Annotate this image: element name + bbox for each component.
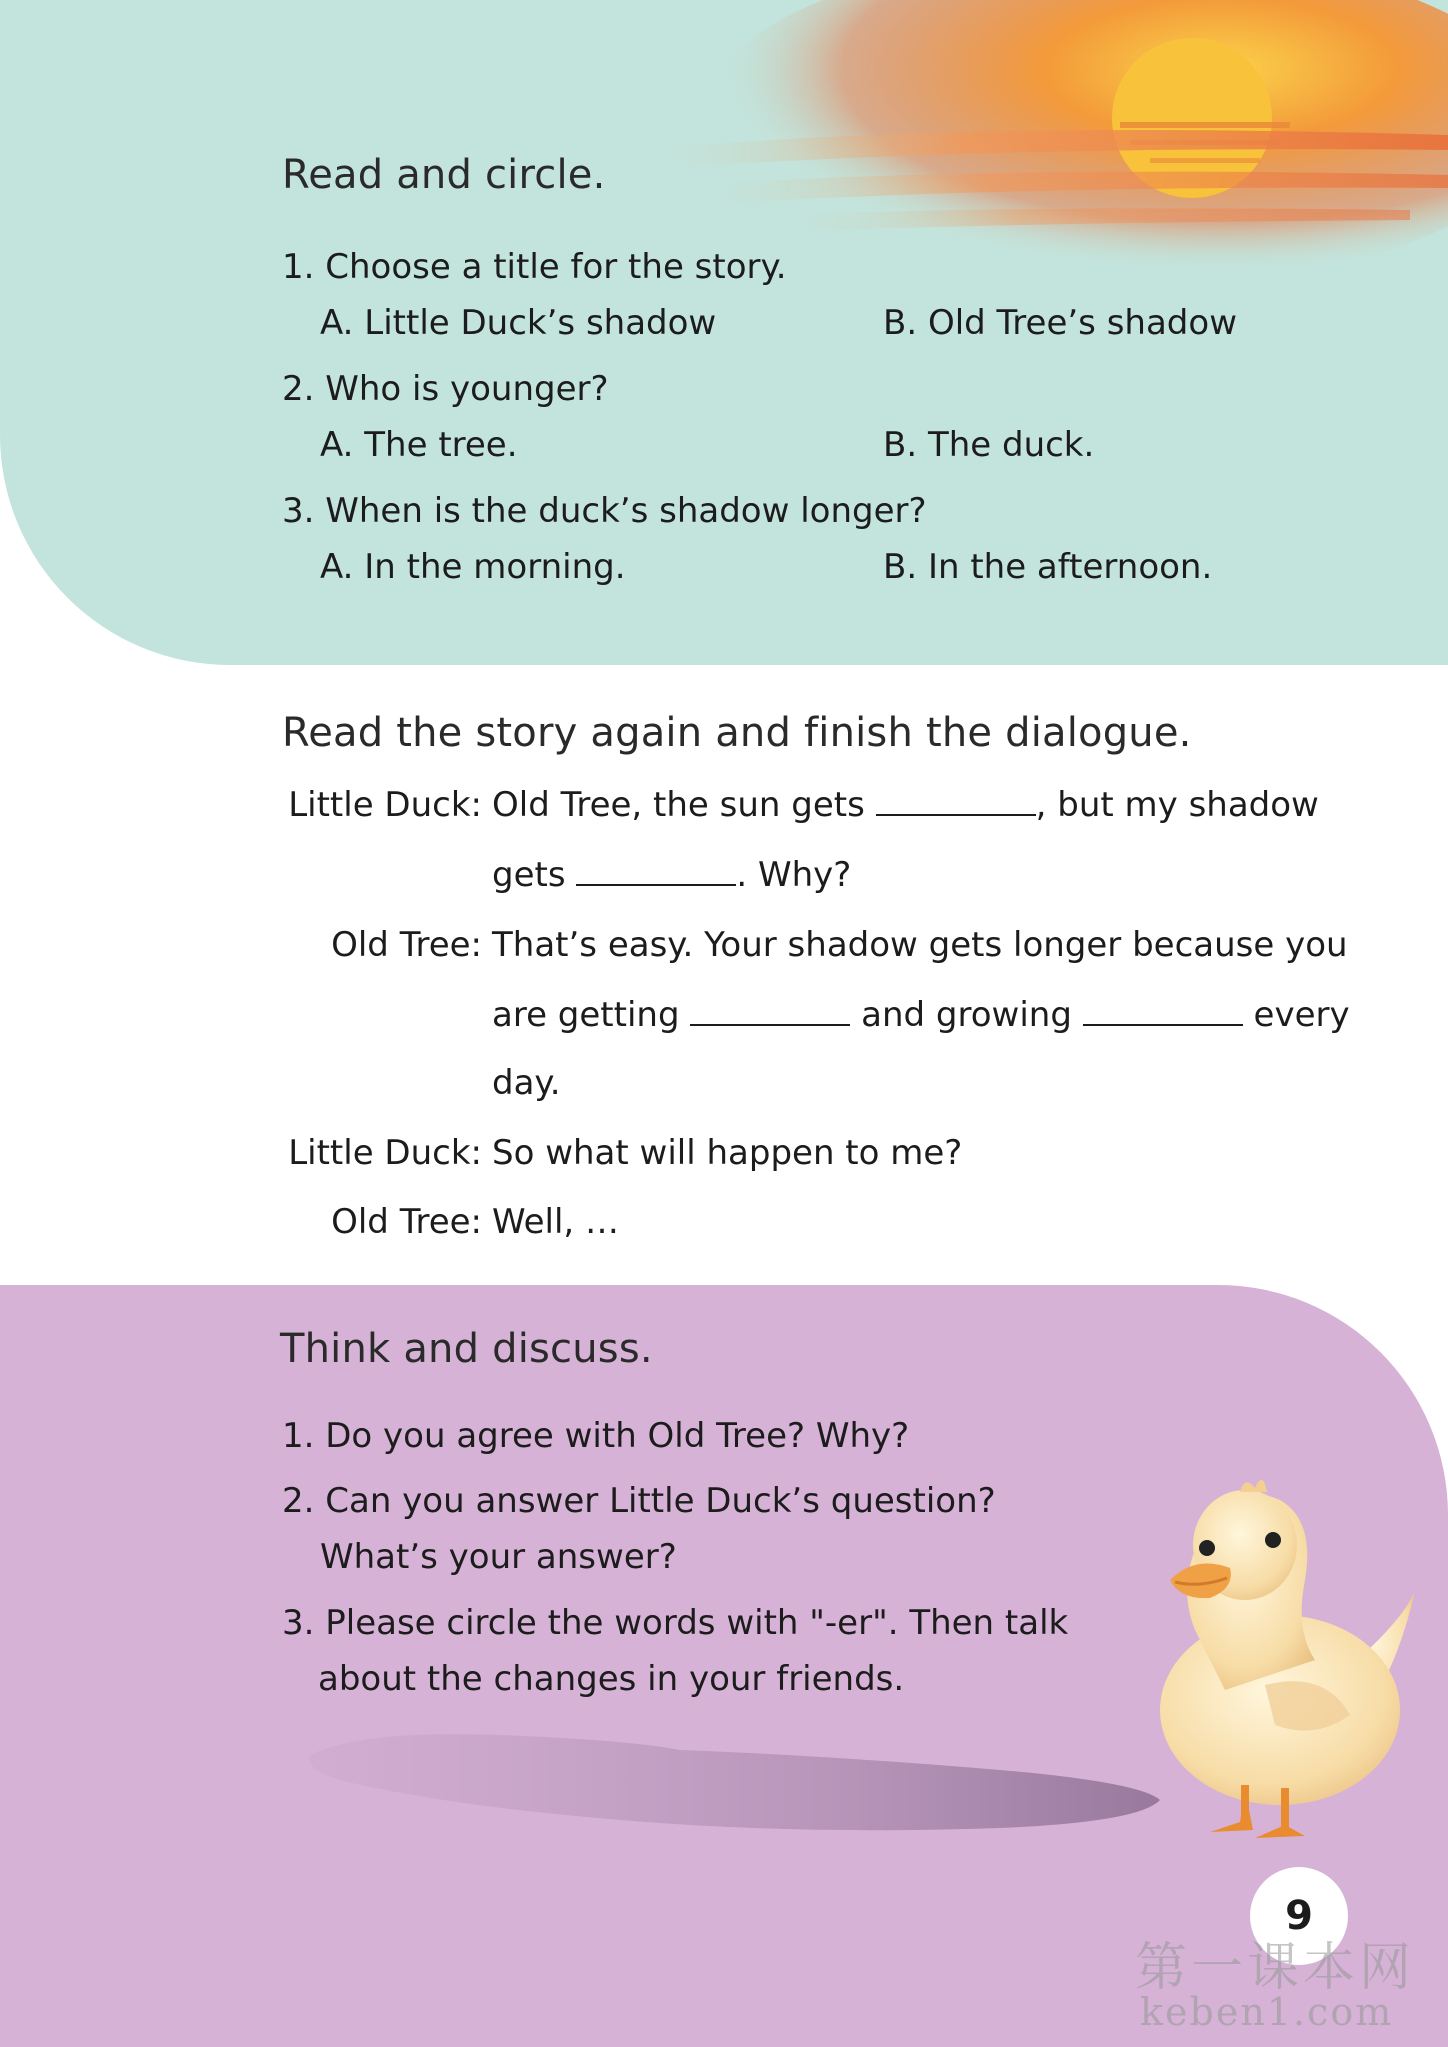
question-3: 3. When is the duck’s shadow longer? xyxy=(282,491,927,531)
question-2: 2. Who is younger? xyxy=(282,369,609,409)
dialogue-text: gets xyxy=(492,855,577,895)
duck-illustration xyxy=(1115,1470,1425,1840)
option-1a[interactable]: A. Little Duck’s shadow xyxy=(320,303,717,343)
answer-blank[interactable] xyxy=(1083,998,1243,1026)
dialogue-text: and growing xyxy=(850,995,1083,1035)
discuss-item-2-cont: What’s your answer? xyxy=(320,1537,677,1577)
dialogue-text: , but my shadow xyxy=(1035,785,1319,825)
option-2a[interactable]: A. The tree. xyxy=(320,425,518,465)
dialogue-line-6: So what will happen to me? xyxy=(492,1133,963,1173)
option-3b[interactable]: B. In the afternoon. xyxy=(883,547,1213,587)
dialogue-line-5: day. xyxy=(492,1063,561,1103)
option-2b[interactable]: B. The duck. xyxy=(883,425,1095,465)
watermark-text: 第一课本网 xyxy=(1135,1938,1416,1998)
speaker-old-tree: Old Tree: xyxy=(331,1202,482,1242)
watermark-url: keben1.com xyxy=(1140,1990,1394,2034)
dialogue-text: . Why? xyxy=(736,855,852,895)
discuss-item-3: 3. Please circle the words with "-er". Then talk xyxy=(282,1603,1069,1643)
dialogue-line-4 xyxy=(492,995,1350,1035)
section-heading-read-and-circle: Read and circle. xyxy=(282,152,606,198)
dialogue-line-7: Well, … xyxy=(492,1202,620,1242)
page-number: 9 xyxy=(1250,1867,1348,1965)
speaker-little-duck: Little Duck: xyxy=(288,1133,482,1173)
dialogue-text: every xyxy=(1242,995,1350,1035)
option-1b[interactable]: B. Old Tree’s shadow xyxy=(883,303,1237,343)
dialogue-line-2 xyxy=(492,855,851,895)
discuss-item-1: 1. Do you agree with Old Tree? Why? xyxy=(282,1416,910,1456)
option-3a[interactable]: A. In the morning. xyxy=(320,547,626,587)
answer-blank[interactable] xyxy=(690,998,850,1026)
question-1: 1. Choose a title for the story. xyxy=(282,247,787,287)
discuss-item-3-cont: about the changes in your friends. xyxy=(318,1659,905,1699)
section-heading-finish-dialogue: Read the story again and finish the dialogue. xyxy=(282,710,1192,756)
dialogue-line-1 xyxy=(492,785,1319,825)
dialogue-text: are getting xyxy=(492,995,691,1035)
dialogue-text: Old Tree, the sun gets xyxy=(492,785,876,825)
answer-blank[interactable] xyxy=(576,858,736,886)
discuss-item-2: 2. Can you answer Little Duck’s question? xyxy=(282,1481,996,1521)
speaker-little-duck: Little Duck: xyxy=(288,785,482,825)
section-heading-think-and-discuss: Think and discuss. xyxy=(280,1326,653,1372)
duck-shadow-illustration xyxy=(300,1710,1200,1850)
answer-blank[interactable] xyxy=(876,788,1036,816)
dialogue-line-3: That’s easy. Your shadow gets longer because you xyxy=(492,925,1348,965)
speaker-old-tree: Old Tree: xyxy=(331,925,482,965)
